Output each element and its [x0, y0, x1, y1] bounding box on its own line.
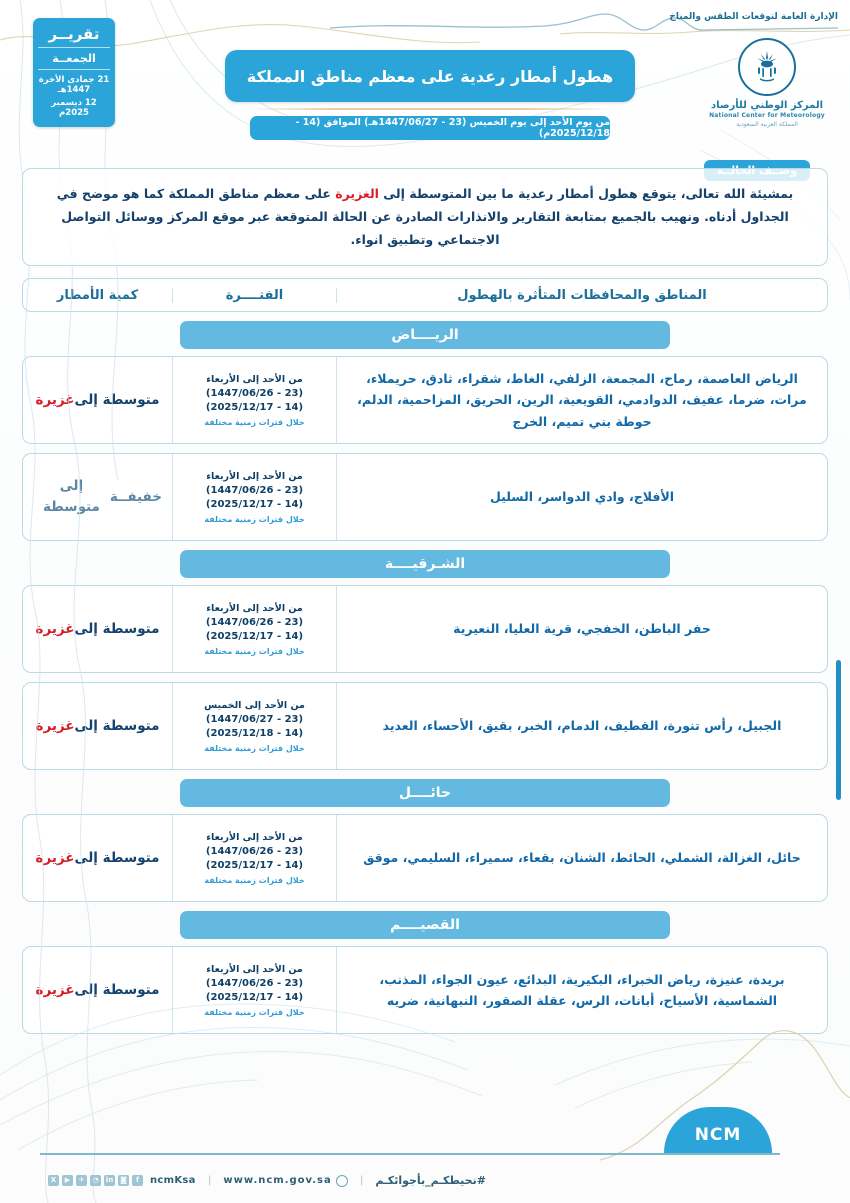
logo-name-english: National Center for Meteorology: [709, 112, 825, 119]
rain-amount-level: غزيرة: [35, 717, 75, 734]
x-icon[interactable]: X: [48, 1175, 59, 1186]
report-badge-title: تقريــر: [38, 25, 110, 48]
logo-country-arabic: المملكة العربية السعودية: [736, 121, 798, 128]
forecast-table: [22, 278, 828, 1034]
rain-amount-prefix: خفيفــة: [109, 488, 162, 505]
cell-affected-areas: بريدة، عنيزة، رياض الخبراء، البكيرية، البدائع، عيون الجواء، المذنب، الشماسية، الأسياح، أبانات، الرس، عقلة الصقور، النبهانية، ضريه: [379, 971, 785, 1009]
saudi-emblem-icon: [738, 38, 796, 96]
rain-amount-prefix: متوسطة إلى: [74, 849, 160, 866]
campaign-hashtag: #نحيطكـم_بأجوائكـم: [375, 1174, 486, 1187]
cell-period: [172, 586, 337, 672]
cell-affected-areas: حفر الباطن، الخفجي، قرية العليا، النعيرية: [453, 621, 711, 637]
rain-amount-level: إلى متوسطة: [42, 477, 100, 516]
period-days: من الأحد إلى الخميس: [204, 699, 305, 711]
period-note: خلال فترات زمنية مختلفة: [204, 1007, 305, 1017]
right-accent-bar: [836, 660, 841, 800]
region-banner: القصيــــم: [180, 911, 670, 939]
report-badge-gregorian-date: 12 ديسمبر 2025م: [51, 98, 97, 118]
period-days: من الأحد إلى الأربعاء: [206, 373, 303, 385]
rain-amount-prefix: متوسطة إلى: [74, 620, 160, 637]
report-footer: [0, 1108, 850, 1203]
cell-rain-amount: [23, 815, 172, 901]
period-gregorian: (14 - 2025/12/17): [205, 630, 304, 642]
rain-amount-prefix: متوسطة إلى: [74, 981, 160, 998]
ncm-logo-block: [702, 38, 832, 128]
period-hijri: (23 - 1447/06/26): [205, 616, 304, 628]
cell-rain-amount: [23, 586, 172, 672]
cell-rain-amount: [23, 683, 172, 769]
description-text-part1: بمشيئة الله تعالى، يتوقع هطول أمطار رعدية ما بين المتوسطة إلى: [378, 186, 794, 201]
rain-amount-level: غزيرة: [35, 620, 75, 637]
period-gregorian: (14 - 2025/12/17): [205, 401, 304, 413]
period-note: خلال فترات زمنية مختلفة: [204, 514, 305, 524]
instagram-icon[interactable]: ◙: [118, 1175, 129, 1186]
report-badge-hijri-date: 21 جمادى الأخرة 1447هـ: [38, 75, 110, 95]
cell-period: [172, 357, 337, 443]
period-hijri: (23 - 1447/06/26): [205, 484, 304, 496]
report-header: [0, 0, 850, 160]
region-banner: الريــــاض: [180, 321, 670, 349]
social-handle: ncmKsa: [150, 1175, 196, 1186]
table-row: [22, 453, 828, 541]
table-sections: [22, 321, 828, 1034]
table-row: [22, 682, 828, 770]
website-link[interactable]: www.ncm.gov.sa: [223, 1175, 332, 1186]
description-highlight: الغزيرة: [335, 186, 379, 201]
region-banner: الشـرقيــــة: [180, 550, 670, 578]
footer-contact-row: [0, 1174, 850, 1187]
title-divider: [245, 108, 615, 110]
period-gregorian: (14 - 2025/12/18): [205, 727, 304, 739]
ncm-footer-logo: NCM: [664, 1107, 772, 1153]
period-note: خلال فترات زمنية مختلفة: [204, 646, 305, 656]
description-text-part2: على معظم مناطق المملكة كما هو موضح في الجداول أدناه. ونهيب بالجميع بمتابعة التقارير والانذارات الصادرة عن الحالة المتوقعة عبر موقع المركز ووسائل التواصل الاجتماعي وتطبيق انواء.: [56, 186, 789, 248]
rain-amount-prefix: متوسطة إلى: [74, 391, 160, 408]
cell-period: [172, 815, 337, 901]
report-date-badge: [33, 18, 115, 127]
logo-name-arabic: المركز الوطني للأرصاد: [710, 100, 824, 111]
table-row: [22, 814, 828, 902]
cell-affected-areas: الجبيل، رأس تنورة، القطيف، الدمام، الخبر، بقيق، الأحساء، العديد: [382, 718, 782, 734]
period-days: من الأحد إلى الأربعاء: [206, 470, 303, 482]
period-hijri: (23 - 1447/06/26): [205, 977, 304, 989]
period-gregorian: (14 - 2025/12/17): [205, 859, 304, 871]
footer-separator-2: |: [359, 1175, 364, 1186]
table-header-row: [22, 278, 828, 312]
facebook-icon[interactable]: f: [132, 1175, 143, 1186]
column-header-amount: كمية الأمطار: [56, 287, 139, 303]
period-gregorian: (14 - 2025/12/17): [205, 498, 304, 510]
rain-amount-level: غزيرة: [35, 981, 75, 998]
cell-affected-areas: حائل، الغزالة، الشملي، الحائط، الشنان، بقعاء، سميراء، السليمي، موقق: [363, 850, 801, 866]
report-badge-day: الجمعــة: [38, 48, 110, 70]
period-note: خلال فترات زمنية مختلفة: [204, 875, 305, 885]
youtube-icon[interactable]: ▶: [62, 1175, 73, 1186]
cell-affected-areas: الأفلاج، وادي الدواسر، السليل: [489, 489, 675, 505]
cell-rain-amount: [23, 947, 172, 1033]
region-banner: حائــــل: [180, 779, 670, 807]
cell-rain-amount: [23, 454, 172, 540]
period-hijri: (23 - 1447/06/26): [205, 387, 304, 399]
period-gregorian: (14 - 2025/12/17): [205, 991, 304, 1003]
department-title: الإدارة العامة لتوقعات الطقس والمناخ: [669, 12, 838, 22]
social-icons-group[interactable]: [48, 1175, 196, 1186]
period-note: خلال فترات زمنية مختلفة: [204, 417, 305, 427]
globe-icon: [336, 1175, 348, 1187]
page-title: هطول أمطار رعدية على معظم مناطق المملكة: [225, 50, 635, 102]
footer-divider: [40, 1153, 780, 1155]
cell-rain-amount: [23, 357, 172, 443]
snapchat-icon[interactable]: ◔: [90, 1175, 101, 1186]
footer-separator-1: |: [207, 1175, 212, 1186]
telegram-icon[interactable]: ✈: [76, 1175, 87, 1186]
table-row: [22, 585, 828, 673]
period-hijri: (23 - 1447/06/27): [205, 713, 304, 725]
page-subtitle: من يوم الأحد إلى يوم الخميس (23 - 1447/06/27هـ) الموافق (14 - 2025/12/18م): [250, 116, 610, 140]
rain-amount-level: غزيرة: [35, 391, 75, 408]
cell-period: [172, 947, 337, 1033]
linkedin-icon[interactable]: in: [105, 1176, 114, 1184]
rain-amount-level: غزيرة: [35, 849, 75, 866]
table-row: [22, 946, 828, 1034]
cell-period: [172, 683, 337, 769]
column-header-period: الفتــــرة: [172, 288, 337, 303]
period-hijri: (23 - 1447/06/26): [205, 845, 304, 857]
period-note: خلال فترات زمنية مختلفة: [204, 743, 305, 753]
table-row: [22, 356, 828, 444]
cell-affected-areas: الرياض العاصمة، رماح، المجمعة، الزلفي، الغاط، شقراء، ثادق، حريملاء، مرات، ضرما، عفيف، الدوادمي، القويعية، الرين، الحريق، المزاحمية، الدلم، حوطة بني تميم، الخرج: [357, 370, 807, 430]
period-days: من الأحد إلى الأربعاء: [206, 963, 303, 975]
case-description-box: [22, 168, 828, 266]
column-header-regions: المناطق والمحافظات المتأثرة بالهطول: [457, 287, 707, 303]
rain-amount-prefix: متوسطة إلى: [74, 717, 160, 734]
period-days: من الأحد إلى الأربعاء: [206, 602, 303, 614]
cell-period: [172, 454, 337, 540]
period-days: من الأحد إلى الأربعاء: [206, 831, 303, 843]
